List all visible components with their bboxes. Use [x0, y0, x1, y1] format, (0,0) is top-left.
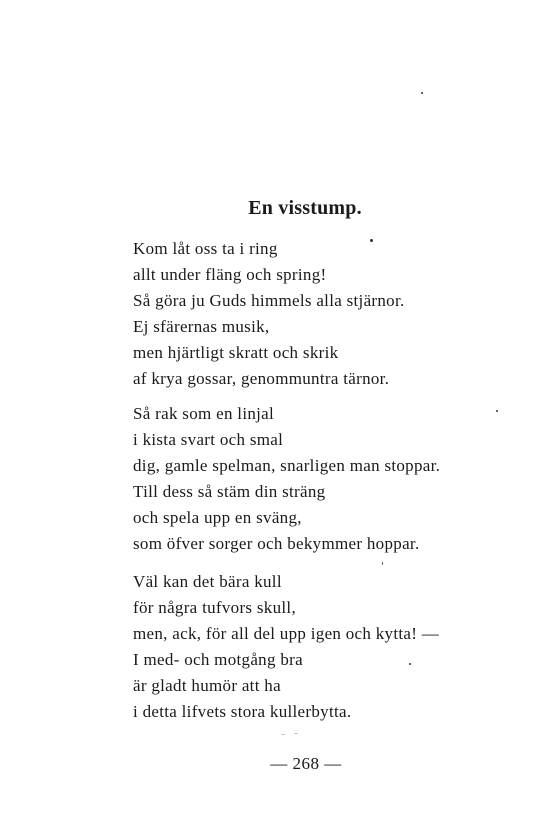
poem-line: Så rak som en linjal — [133, 404, 275, 423]
scan-speck — [294, 733, 298, 734]
scan-speck — [281, 734, 285, 735]
poem-line: i kista svart och smal — [133, 430, 284, 449]
poem-line: men, ack, för all del upp igen och kytta! — — [133, 624, 440, 643]
poem-line: Väl kan det bära kull — [133, 572, 282, 591]
scan-speck — [409, 663, 411, 665]
poem-line: I med- och motgång bra — [133, 650, 303, 669]
poem-line: är gladt humör att ha — [133, 676, 281, 695]
poem-line: Så göra ju Guds himmels alla stjärnor. — [133, 291, 405, 310]
poem-line: allt under fläng och spring! — [133, 265, 327, 284]
poem-line: Till dess så stäm din sträng — [133, 482, 326, 501]
poem-line: af krya gossar, genommuntra tärnor. — [133, 369, 390, 388]
page-number: — 268 — — [270, 754, 342, 773]
scan-speck — [370, 239, 373, 242]
stanza-3 — [133, 569, 533, 725]
scan-speck — [496, 410, 498, 412]
poem-line: i detta lifvets stora kullerbytta. — [133, 702, 352, 721]
scan-speck — [382, 562, 383, 565]
poem-title: En visstump. — [248, 197, 362, 219]
poem-line: som öfver sorger och bekymmer hoppar. — [133, 534, 420, 553]
stanza-1 — [133, 236, 533, 392]
poem-line: Kom låt oss ta i ring — [133, 239, 278, 258]
poem-line: Ej sfärernas musik, — [133, 317, 270, 336]
scan-speck — [421, 92, 423, 94]
poem-line: dig, gamle spelman, snarligen man stoppar. — [133, 456, 441, 475]
stanza-2 — [133, 401, 533, 557]
poem-line: men hjärtligt skratt och skrik — [133, 343, 339, 362]
poem-line: för några tufvors skull, — [133, 598, 296, 617]
poem-line: och spela upp en sväng, — [133, 508, 302, 527]
